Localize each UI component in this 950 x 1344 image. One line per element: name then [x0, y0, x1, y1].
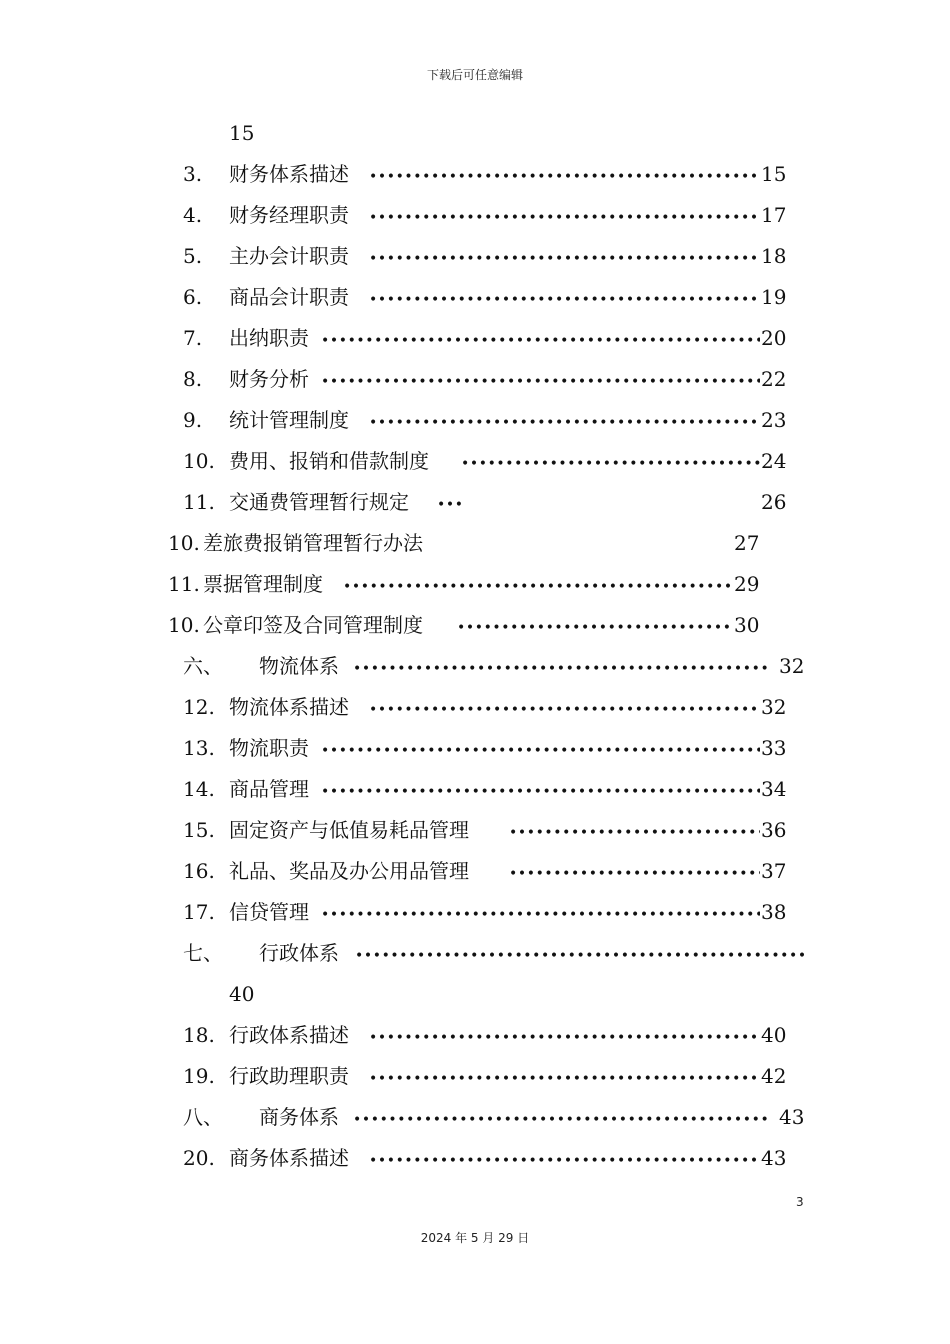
toc-entry-page: 43	[779, 1105, 805, 1129]
toc-entry-number: 5.	[183, 244, 203, 268]
toc-entry	[0, 774, 950, 804]
page-number: 3	[796, 1195, 804, 1209]
toc-dot-leader	[369, 692, 760, 725]
toc-dot-leader	[369, 159, 760, 192]
toc-dot-leader	[353, 651, 768, 684]
toc-entry	[0, 118, 950, 148]
toc-entry-number: 10.	[168, 531, 200, 555]
toc-entry	[0, 897, 950, 927]
toc-dot-leader	[509, 815, 760, 848]
toc-entry	[0, 1102, 950, 1132]
toc-entry-title: 商务体系描述	[229, 1146, 349, 1170]
toc-entry-page: 38	[761, 900, 787, 924]
toc-entry-page: 22	[761, 367, 787, 391]
toc-entry	[0, 200, 950, 230]
toc-entry-number: 七、	[183, 941, 223, 965]
toc-dot-leader	[369, 1061, 760, 1094]
toc-entry	[0, 815, 950, 845]
toc-dot-leader	[321, 323, 760, 356]
toc-entry-page: 15	[761, 162, 787, 186]
toc-entry-page: 42	[761, 1064, 787, 1088]
toc-dot-leader	[369, 1143, 760, 1176]
toc-entry-title: 财务分析	[229, 367, 309, 391]
toc-entry	[0, 364, 950, 394]
toc-dot-leader	[461, 446, 760, 479]
toc-entry-page: 23	[761, 408, 787, 432]
toc-entry	[0, 692, 950, 722]
toc-entry-number: 12.	[183, 695, 215, 719]
toc-entry-title: 物流体系描述	[229, 695, 349, 719]
toc-entry-number: 10.	[168, 613, 200, 637]
toc-entry-page: 17	[761, 203, 787, 227]
toc-entry-title: 交通费管理暂行规定	[229, 490, 409, 514]
toc-entry-number: 15.	[183, 818, 215, 842]
toc-entry	[0, 979, 950, 1009]
toc-entry-title: 票据管理制度	[203, 572, 323, 596]
toc-dot-leader	[369, 405, 760, 438]
toc-entry-title: 出纳职责	[229, 326, 309, 350]
toc-entry-title: 信贷管理	[229, 900, 309, 924]
toc-entry	[0, 1143, 950, 1173]
toc-entry-number: 7.	[183, 326, 203, 350]
toc-entry-number: 11.	[183, 490, 215, 514]
toc-entry-title: 商品管理	[229, 777, 309, 801]
toc-entry-page: 32	[779, 654, 805, 678]
toc-entry	[0, 569, 950, 599]
toc-entry-title: 费用、报销和借款制度	[229, 449, 429, 473]
toc-entry-title: 主办会计职责	[229, 244, 349, 268]
toc-entry-number: 八、	[183, 1105, 223, 1129]
page-header: 下载后可任意编辑	[426, 68, 523, 82]
toc-entry-page: 30	[734, 613, 760, 637]
toc-entry	[0, 282, 950, 312]
toc-dot-leader	[321, 897, 760, 930]
toc-entry-number: 19.	[183, 1064, 215, 1088]
toc-entry-page: 24	[761, 449, 787, 473]
toc-entry-page: 34	[761, 777, 787, 801]
toc-entry-number: 10.	[183, 449, 215, 473]
toc-dot-leader	[369, 241, 760, 274]
toc-entry-title: 差旅费报销管理暂行办法	[203, 531, 423, 555]
toc-entry-title: 物流体系	[259, 654, 339, 678]
toc-entry-title: 行政体系	[259, 941, 339, 965]
toc-entry	[0, 487, 950, 517]
toc-entry-number: 18.	[183, 1023, 215, 1047]
toc-dot-leader	[321, 774, 760, 807]
toc-entry-page: 33	[761, 736, 787, 760]
toc-entry	[0, 1020, 950, 1050]
toc-entry-number: 3.	[183, 162, 203, 186]
toc-entry-title: 统计管理制度	[229, 408, 349, 432]
toc-entry-title: 公章印签及合同管理制度	[203, 613, 423, 637]
toc-dot-leader	[355, 938, 806, 971]
toc-entry	[0, 405, 950, 435]
toc-entry-number: 14.	[183, 777, 215, 801]
toc-entry-title: 行政体系描述	[229, 1023, 349, 1047]
toc-entry-number: 8.	[183, 367, 203, 391]
toc-dot-leader	[457, 610, 733, 643]
toc-entry-page: 32	[761, 695, 787, 719]
toc-entry	[0, 856, 950, 886]
toc-entry-page: 40	[761, 1023, 787, 1047]
toc-entry-page: 40	[229, 982, 255, 1006]
toc-entry-title: 礼品、奖品及办公用品管理	[229, 859, 469, 883]
toc-entry-page: 15	[229, 121, 255, 145]
toc-entry-title: 物流职责	[229, 736, 309, 760]
toc-entry-number: 13.	[183, 736, 215, 760]
toc-entry	[0, 159, 950, 189]
toc-entry-title: 商品会计职责	[229, 285, 349, 309]
toc-entry-number: 六、	[183, 654, 223, 678]
toc-entry-number: 20.	[183, 1146, 215, 1170]
toc-entry-number: 16.	[183, 859, 215, 883]
toc-entry-number: 11.	[168, 572, 200, 596]
toc-entry-page: 26	[761, 490, 787, 514]
toc-entry	[0, 323, 950, 353]
toc-entry-page: 18	[761, 244, 787, 268]
toc-entry	[0, 733, 950, 763]
toc-entry	[0, 610, 950, 640]
toc-entry-title: 行政助理职责	[229, 1064, 349, 1088]
toc-dot-leader	[343, 569, 733, 602]
toc-dot-leader	[353, 1102, 768, 1135]
toc-entry-page: 37	[761, 859, 787, 883]
toc-dot-leader	[369, 1020, 760, 1053]
toc-entry-title: 财务经理职责	[229, 203, 349, 227]
toc-entry	[0, 938, 950, 968]
toc-entry	[0, 1061, 950, 1091]
toc-dot-leader	[369, 200, 760, 233]
toc-entry-number: 4.	[183, 203, 203, 227]
toc-entry	[0, 528, 950, 558]
toc-entry-page: 29	[734, 572, 760, 596]
toc-entry-title: 固定资产与低值易耗品管理	[229, 818, 469, 842]
toc-entry	[0, 446, 950, 476]
toc-entry-title: 商务体系	[259, 1105, 339, 1129]
toc-entry-number: 9.	[183, 408, 203, 432]
toc-entry-page: 36	[761, 818, 787, 842]
toc-entry	[0, 241, 950, 271]
toc-dot-leader	[321, 733, 760, 766]
toc-entry-number: 6.	[183, 285, 203, 309]
toc-entry-page: 19	[761, 285, 787, 309]
toc-entry-page: 20	[761, 326, 787, 350]
toc-dot-leader	[321, 364, 760, 397]
page-footer-date: 2024 年 5 月 29 日	[420, 1231, 530, 1245]
toc-entry-number: 17.	[183, 900, 215, 924]
toc-dot-leader	[369, 282, 760, 315]
toc-entry	[0, 651, 950, 681]
toc-entry-page: 43	[761, 1146, 787, 1170]
toc-dot-leader	[437, 487, 462, 520]
toc-entry-page: 27	[734, 531, 760, 555]
toc-dot-leader	[509, 856, 760, 889]
toc-entry-title: 财务体系描述	[229, 162, 349, 186]
